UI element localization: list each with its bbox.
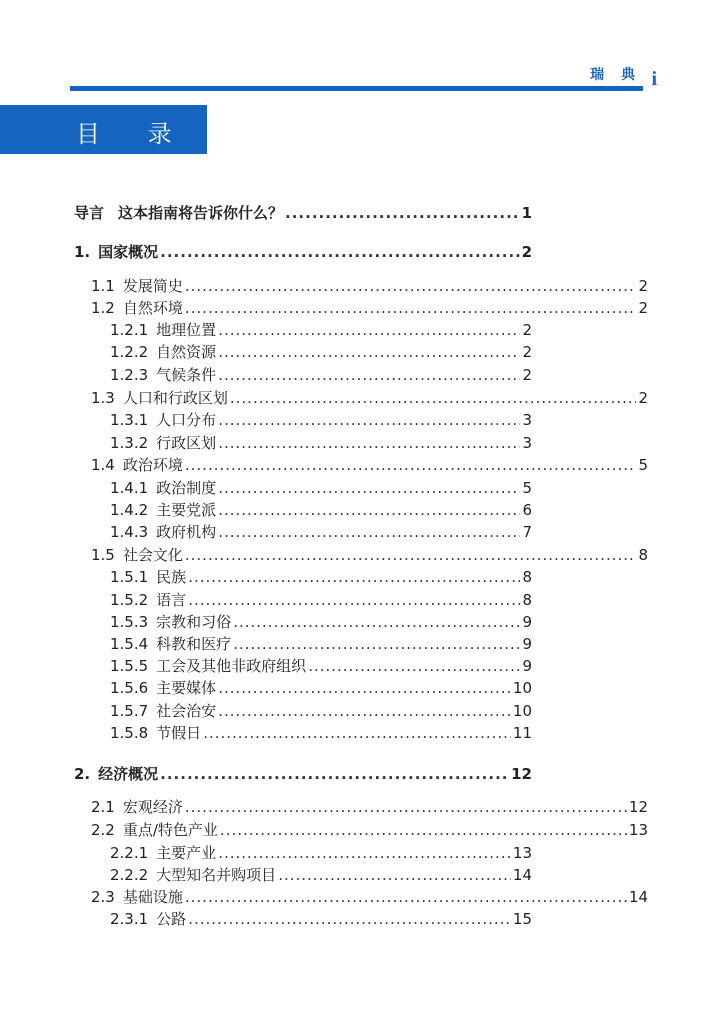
- toc-entry[interactable]: [110, 342, 532, 362]
- toc-leader-dots: [203, 723, 511, 743]
- toc-entry-page: 2: [521, 243, 532, 261]
- toc-entry-number: 1.2: [91, 299, 115, 317]
- toc-leader-dots: [185, 887, 627, 907]
- toc-entry[interactable]: [91, 797, 648, 817]
- toc-entry[interactable]: [110, 634, 532, 654]
- toc-leader-dots: [308, 656, 520, 676]
- toc-entry[interactable]: [110, 590, 532, 610]
- toc-entry-number: 1.4.2: [110, 501, 149, 519]
- toc-entry-label: 人口分布: [156, 411, 217, 429]
- toc-entry[interactable]: [110, 478, 532, 498]
- toc-entry[interactable]: [110, 909, 532, 929]
- toc-entry-number: 2.2.1: [110, 844, 149, 862]
- toc-entry-page: 9: [522, 657, 532, 675]
- toc-entry[interactable]: [110, 701, 532, 721]
- toc-entry-label: 主要产业: [156, 844, 217, 862]
- toc-entry[interactable]: [110, 433, 532, 453]
- toc-leader-dots: [188, 909, 511, 929]
- toc-leader-dots: [218, 500, 520, 520]
- toc-entry-number: 2.1: [91, 798, 115, 816]
- toc-entry-label: 民族: [156, 568, 187, 586]
- toc-entry-label: 气候条件: [156, 366, 217, 384]
- toc-entry-number: 1.4.3: [110, 523, 149, 541]
- toc-entry[interactable]: [110, 365, 532, 385]
- toc-entry-number: 1.4: [91, 456, 115, 474]
- toc-entry-number: 2.3: [91, 888, 115, 906]
- toc-entry-number: 1.: [74, 243, 91, 261]
- toc-entry-label: 主要党派: [156, 501, 217, 519]
- toc-entry-number: 1.3: [91, 389, 115, 407]
- toc-entry-label: 公路: [156, 910, 187, 928]
- toc-entry[interactable]: [110, 843, 532, 863]
- toc-entry-label: 工会及其他非政府组织: [156, 657, 307, 675]
- toc-leader-dots: [218, 522, 520, 542]
- toc-entry-page: 12: [511, 765, 532, 783]
- toc-entry-page: 15: [512, 910, 532, 928]
- toc-entry-page: 3: [522, 411, 532, 429]
- toc-entry[interactable]: [110, 522, 532, 542]
- toc-entry-label: 政府机构: [156, 523, 217, 541]
- toc-entry-label: 人口和行政区划: [122, 389, 228, 407]
- toc-entry-label: 重点/特色产业: [122, 821, 218, 839]
- toc-entry[interactable]: [110, 678, 532, 698]
- toc-entry-label: 这本指南将告诉你什么？: [118, 204, 284, 222]
- toc-entry-page: 5: [638, 456, 648, 474]
- toc-entry[interactable]: [74, 764, 532, 784]
- toc-entry-label: 社会文化: [122, 546, 183, 564]
- toc-entry-page: 6: [522, 501, 532, 519]
- toc-entry-page: 14: [628, 888, 648, 906]
- toc-entry-number: 1.2.2: [110, 343, 149, 361]
- toc-entry-number: 1.5: [91, 546, 115, 564]
- toc-leader-dots: [218, 843, 511, 863]
- running-head: 瑞 典: [590, 67, 641, 83]
- toc-leader-dots: [185, 545, 637, 565]
- toc-entry-page: 2: [638, 277, 648, 295]
- toc-entry-number: 2.3.1: [110, 910, 149, 928]
- toc-entry-number: 1.5.4: [110, 635, 149, 653]
- toc-entry-label: 语言: [156, 591, 187, 609]
- toc-entry-label: 政治环境: [122, 456, 183, 474]
- toc-leader-dots: [218, 410, 520, 430]
- toc-entry-label: 发展简史: [122, 277, 183, 295]
- toc-entry-page: 2: [522, 343, 532, 361]
- toc-entry-number: 1.5.7: [110, 702, 149, 720]
- toc-entry-label: 基础设施: [122, 888, 183, 906]
- toc-entry-number: 1.5.5: [110, 657, 149, 675]
- toc-leader-dots: [160, 764, 509, 784]
- toc-leader-dots: [278, 865, 511, 885]
- toc-entry-number: 1.4.1: [110, 479, 149, 497]
- toc-entry-label: 行政区划: [156, 434, 217, 452]
- toc-leader-dots: [160, 242, 519, 262]
- toc-entry-number: 1.3.2: [110, 434, 149, 452]
- page-title: 目 录: [76, 120, 192, 148]
- toc-leader-dots: [285, 203, 520, 223]
- toc-entry-page: 1: [521, 204, 532, 222]
- toc-entry[interactable]: [110, 410, 532, 430]
- toc-entry[interactable]: [110, 865, 532, 885]
- toc-leader-dots: [218, 478, 520, 498]
- toc-entry-page: 9: [522, 613, 532, 631]
- toc-entry-page: 3: [522, 434, 532, 452]
- toc-entry-label: 自然资源: [156, 343, 217, 361]
- toc-leader-dots: [233, 612, 520, 632]
- toc-entry[interactable]: [110, 500, 532, 520]
- toc-entry[interactable]: [91, 388, 648, 408]
- toc-entry-page: 5: [522, 479, 532, 497]
- toc-entry-page: 12: [628, 798, 648, 816]
- toc-entry-number: 2.: [74, 765, 91, 783]
- toc-entry[interactable]: [110, 723, 532, 743]
- toc-entry[interactable]: [91, 455, 648, 475]
- toc-entry-page: 10: [512, 702, 532, 720]
- toc-leader-dots: [230, 388, 637, 408]
- toc-entry-page: 11: [512, 724, 532, 742]
- toc-entry[interactable]: [110, 567, 532, 587]
- toc-entry-page: 2: [522, 321, 532, 339]
- toc-entry-label: 经济概况: [98, 765, 159, 783]
- toc-entry-label: 宗教和习俗: [156, 613, 232, 631]
- toc-leader-dots: [218, 320, 520, 340]
- toc-entry-page: 2: [638, 299, 648, 317]
- toc-entry-number: 1.5.3: [110, 613, 149, 631]
- toc-entry-page: 8: [522, 568, 532, 586]
- toc-entry-label: 节假日: [156, 724, 202, 742]
- toc-entry[interactable]: [110, 612, 532, 632]
- toc-leader-dots: [218, 365, 520, 385]
- toc-leader-dots: [185, 276, 637, 296]
- toc-entry[interactable]: [74, 242, 532, 262]
- toc-entry-label: 主要媒体: [156, 679, 217, 697]
- toc-entry-page: 10: [512, 679, 532, 697]
- toc-entry[interactable]: [91, 276, 648, 296]
- toc-entry-number: 2.2.2: [110, 866, 149, 884]
- toc-leader-dots: [218, 342, 520, 362]
- toc-entry-page: 8: [638, 546, 648, 564]
- toc-leader-dots: [188, 590, 520, 610]
- toc-leader-dots: [185, 455, 637, 475]
- toc-entry-number: 1.2.3: [110, 366, 149, 384]
- toc-entry-number: 导言: [74, 204, 105, 222]
- toc-entry-label: 国家概况: [98, 243, 159, 261]
- toc-entry[interactable]: [91, 820, 648, 840]
- toc-entry-label: 地理位置: [156, 321, 217, 339]
- toc-entry-number: 1.1: [91, 277, 115, 295]
- toc-entry-number: 1.5.8: [110, 724, 149, 742]
- toc-entry-label: 宏观经济: [122, 798, 183, 816]
- toc-leader-dots: [233, 634, 520, 654]
- toc-leader-dots: [218, 701, 511, 721]
- toc-entry-page: 2: [638, 389, 648, 407]
- toc-entry[interactable]: [91, 887, 648, 907]
- toc-entry-label: 政治制度: [156, 479, 217, 497]
- toc-leader-dots: [218, 678, 511, 698]
- toc-entry-number: 1.5.1: [110, 568, 149, 586]
- toc-leader-dots: [185, 298, 637, 318]
- toc-entry-label: 社会治安: [156, 702, 217, 720]
- toc-entry-number: 1.5.2: [110, 591, 149, 609]
- toc-leader-dots: [218, 433, 520, 453]
- toc-entry-number: 1.3.1: [110, 411, 149, 429]
- toc-entry[interactable]: [110, 320, 532, 340]
- page-folio: i: [651, 68, 657, 90]
- toc-leader-dots: [185, 797, 627, 817]
- toc-entry[interactable]: [91, 545, 648, 565]
- toc-leader-dots: [220, 820, 627, 840]
- toc-entry-label: 科教和医疗: [156, 635, 232, 653]
- toc-entry-page: 9: [522, 635, 532, 653]
- toc-entry-page: 2: [522, 366, 532, 384]
- toc-entry-number: 2.2: [91, 821, 115, 839]
- toc-leader-dots: [188, 567, 520, 587]
- toc-entry-label: 大型知名并购项目: [156, 866, 277, 884]
- toc-entry-page: 13: [512, 844, 532, 862]
- toc-entry[interactable]: [91, 298, 648, 318]
- toc-entry[interactable]: [74, 203, 532, 223]
- toc-entry-page: 14: [512, 866, 532, 884]
- toc-entry[interactable]: [110, 656, 532, 676]
- toc-entry-page: 8: [522, 591, 532, 609]
- toc-entry-number: 1.2.1: [110, 321, 149, 339]
- toc-entry-label: 自然环境: [122, 299, 183, 317]
- toc-entry-page: 13: [628, 821, 648, 839]
- toc-entry-number: 1.5.6: [110, 679, 149, 697]
- toc-entry-page: 7: [522, 523, 532, 541]
